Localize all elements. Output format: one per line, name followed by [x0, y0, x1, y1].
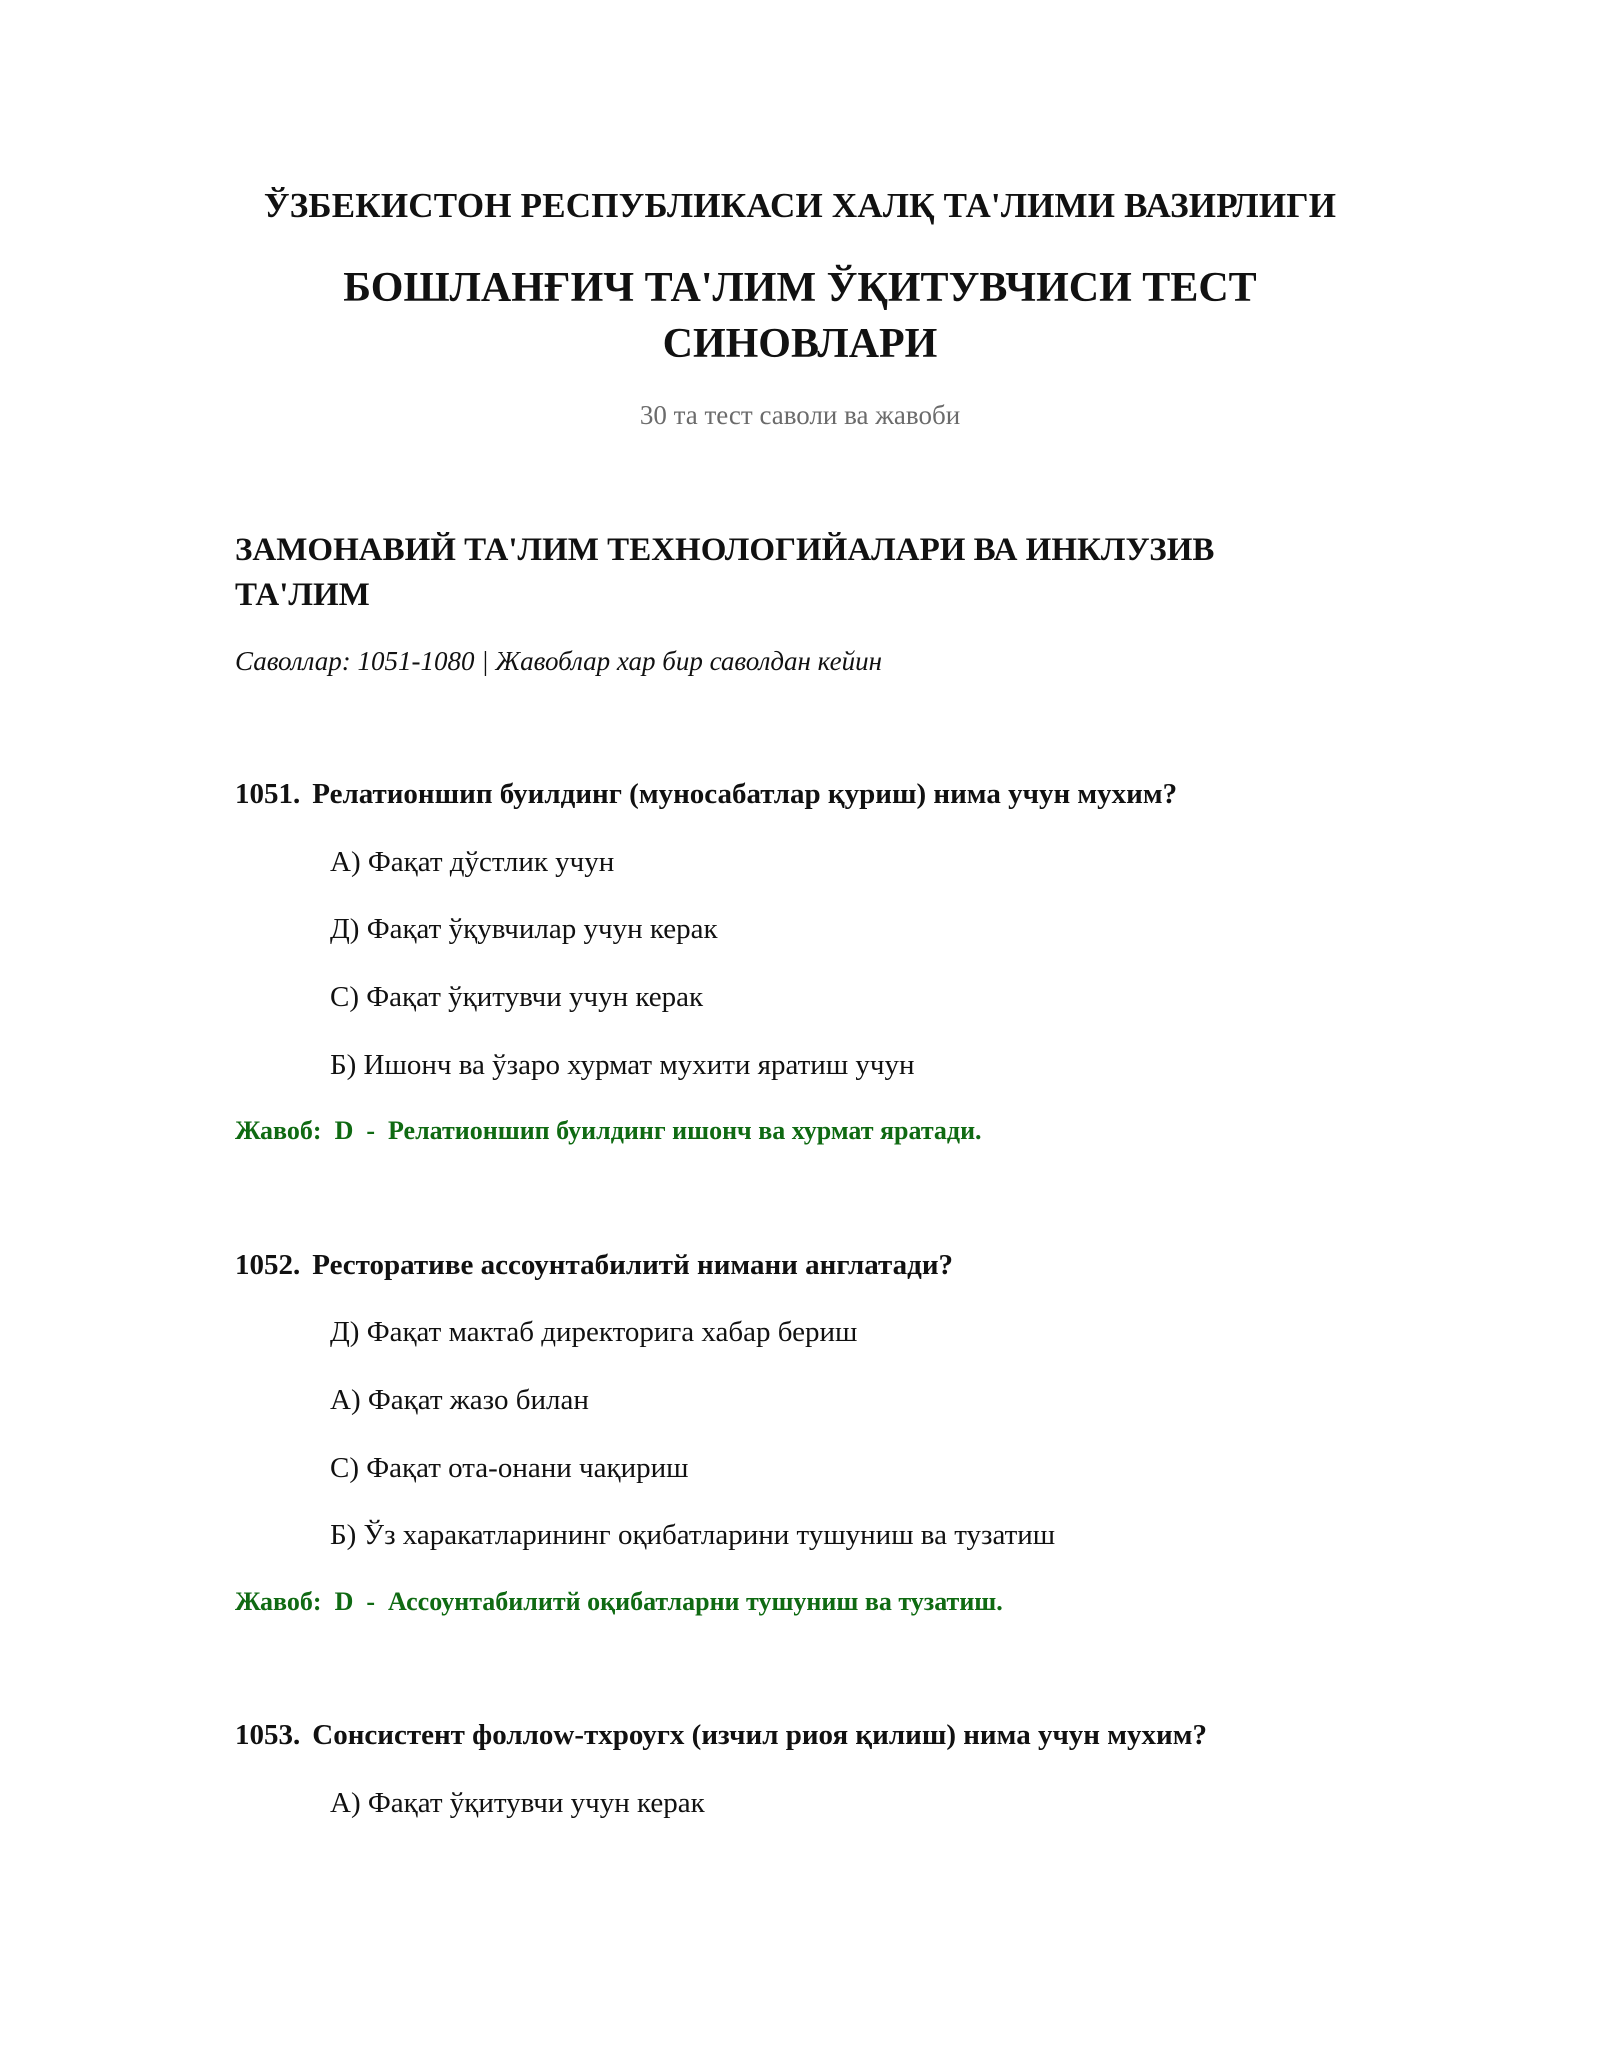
option-1053-a: А) Фақат ўқитувчи учун керак	[330, 1787, 705, 1819]
option-1051-d: Д) Фақат ўқувчилар учун керак	[330, 913, 718, 945]
question-number: 1051.	[235, 778, 301, 810]
answer-1051: Жавоб: D - Релатионшип буилдинг ишонч ва хурмат яратади.	[235, 1116, 982, 1145]
question-text: Ресторативе ассоунтабилитй нимани англатади?	[312, 1249, 954, 1281]
question-1053	[235, 1719, 1435, 1752]
section-meta: Саволлар: 1051-1080 | Жавоблар хар бир саволдан кейин	[235, 646, 883, 676]
question-number: 1052.	[235, 1249, 301, 1281]
question-text: Сонсистент фоллоw-тхроугх (изчил риоя қилиш) нима учун мухим?	[312, 1719, 1207, 1751]
option-1051-b: Б) Ишонч ва ўзаро хурмат мухити яратиш учун	[330, 1049, 915, 1081]
document-subtitle: 30 та тест саволи ва жавоби	[639, 400, 961, 430]
section-title: ЗАМОНАВИЙ ТА'ЛИМ ТЕХНОЛОГИЙАЛАРИ ВА ИНКЛУЗИВ ТА'ЛИМ	[235, 532, 1215, 613]
option-1051-a: А) Фақат дўстлик учун	[330, 846, 615, 878]
answer-1052: Жавоб: D - Ассоунтабилитй оқибатларни тушуниш ва тузатиш.	[235, 1587, 1003, 1616]
ministry-heading: ЎЗБЕКИСТОН РЕСПУБЛИКАСИ ХАЛҚ ТА'ЛИМИ ВАЗИРЛИГИ	[263, 186, 1337, 225]
question-1052	[235, 1249, 1435, 1282]
question-1051	[235, 778, 1435, 811]
question-number: 1053.	[235, 1719, 301, 1751]
question-text: Релатионшип буилдинг (муносабатлар қуриш) нима учун мухим?	[312, 778, 1178, 810]
option-1052-a: А) Фақат жазо билан	[330, 1384, 589, 1416]
option-1052-b: Б) Ўз харакатларининг оқибатларини тушуниш ва тузатиш	[330, 1519, 1056, 1551]
option-1051-c: С) Фақат ўқитувчи учун керак	[330, 981, 704, 1013]
option-1052-c: С) Фақат ота-онани чақириш	[330, 1452, 689, 1484]
option-1052-d: Д) Фақат мактаб директорига хабар бериш	[330, 1316, 858, 1348]
document-title: БОШЛАНҒИЧ ТА'ЛИМ ЎҚИТУВЧИСИ ТЕСТ СИНОВЛАРИ	[343, 265, 1257, 367]
